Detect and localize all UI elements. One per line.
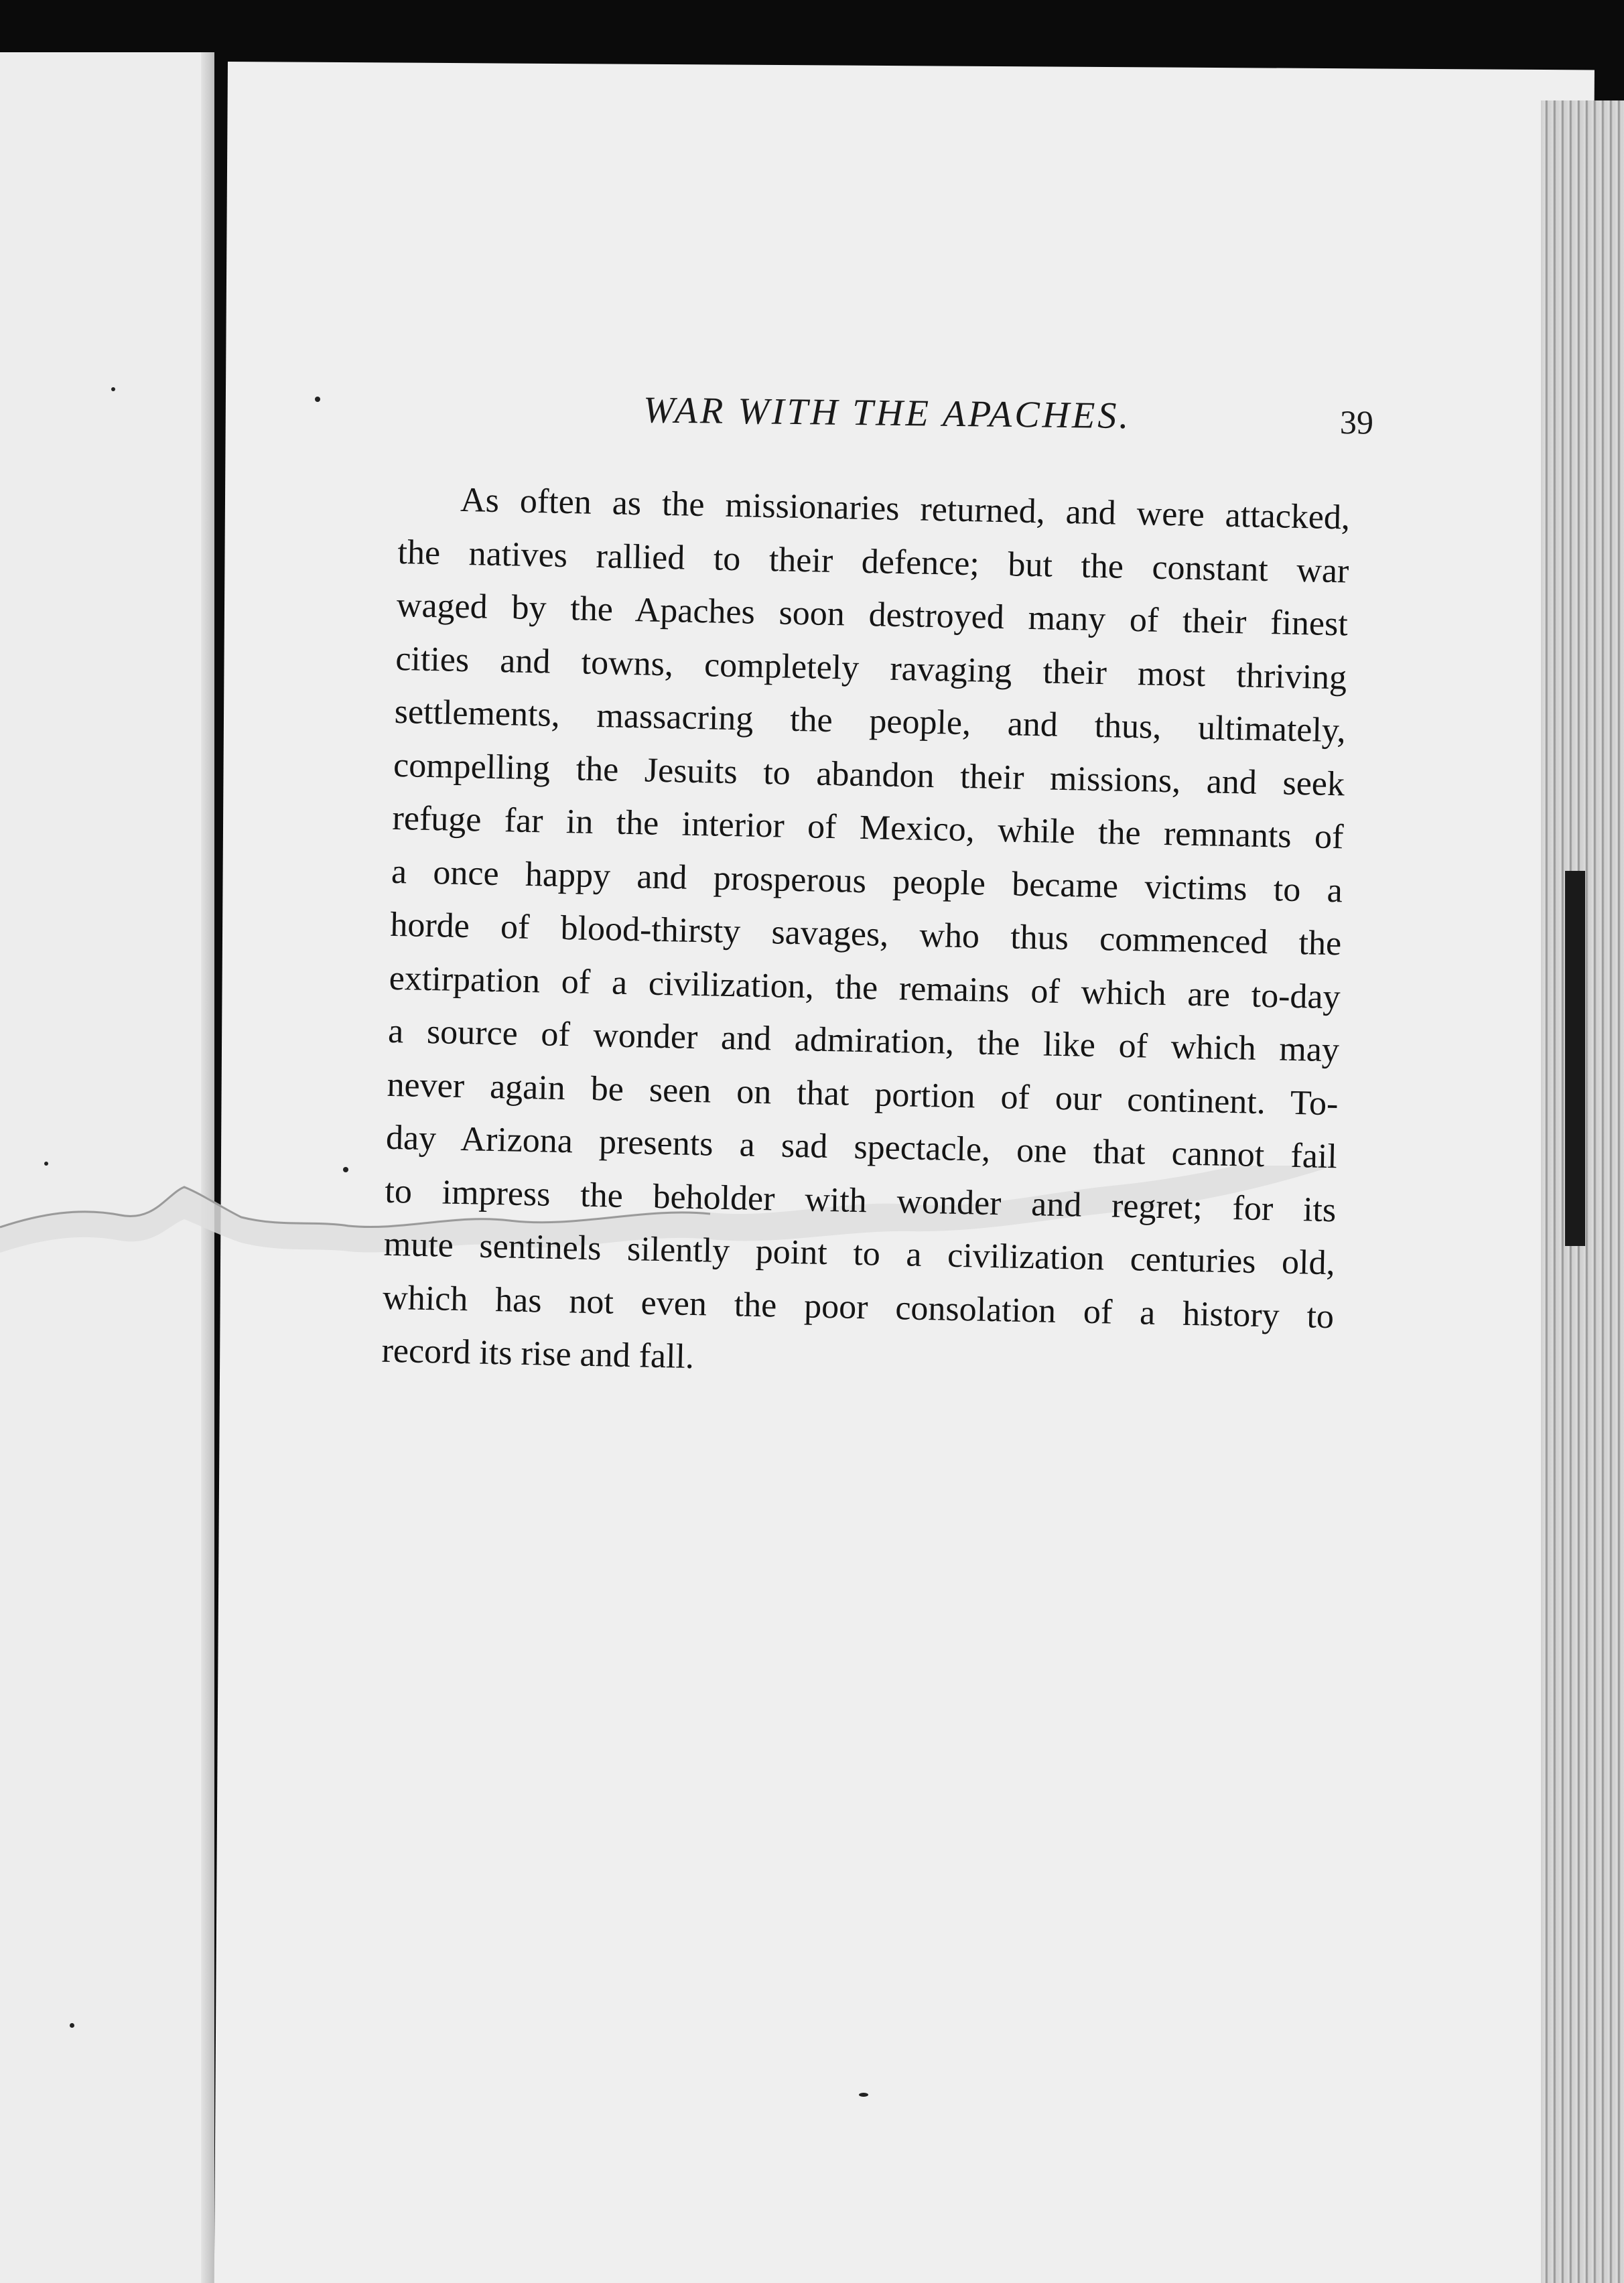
text-line: never again be seen on that portion of our continent. To- bbox=[387, 1065, 1339, 1123]
running-head: WAR WITH THE APACHES. bbox=[642, 389, 1132, 437]
dust-speck bbox=[859, 2093, 868, 2097]
text-line: horde of blood-thirsty savages, who thus commenced the bbox=[389, 905, 1342, 963]
dust-speck bbox=[44, 1162, 48, 1166]
text-line: mute sentinels silently point to a civilization centuries old, bbox=[383, 1225, 1336, 1283]
page-number: 39 bbox=[1339, 403, 1374, 441]
dust-speck bbox=[315, 397, 320, 402]
body-paragraph bbox=[381, 472, 1351, 1397]
text-line: to impress the beholder with wonder and regret; for its bbox=[384, 1172, 1337, 1229]
page-header bbox=[629, 389, 1373, 458]
dust-speck bbox=[111, 387, 115, 391]
text-line: record its rise and fall. bbox=[381, 1331, 695, 1377]
dust-speck bbox=[343, 1167, 348, 1172]
text-line: waged by the Apaches soon destroyed many of their finest bbox=[396, 585, 1349, 644]
text-line: refuge far in the interior of Mexico, while the remnants of bbox=[392, 799, 1344, 857]
text-line: a source of wonder and admiration, the like of which may bbox=[387, 1012, 1340, 1070]
text-line: which has not even the poor consolation of a history to bbox=[382, 1278, 1335, 1336]
text-line: settlements, massacring the people, and thus, ultimately, bbox=[394, 692, 1347, 750]
text-line: a once happy and prosperous people became victims to a bbox=[391, 852, 1343, 910]
text-line: day Arizona presents a sad spectacle, one that cannot fail bbox=[385, 1118, 1338, 1176]
text-line: the natives rallied to their defence; but the constant war bbox=[397, 533, 1349, 590]
text-line: As often as the missionaries returned, and were attacked, bbox=[460, 480, 1351, 537]
text-line: compelling the Jesuits to abandon their missions, and seek bbox=[393, 746, 1345, 803]
text-line: cities and towns, completely ravaging their most thriving bbox=[395, 639, 1347, 697]
dust-speck bbox=[70, 2023, 74, 2028]
text-line: extirpation of a civilization, the remains of which are to-day bbox=[389, 959, 1341, 1016]
